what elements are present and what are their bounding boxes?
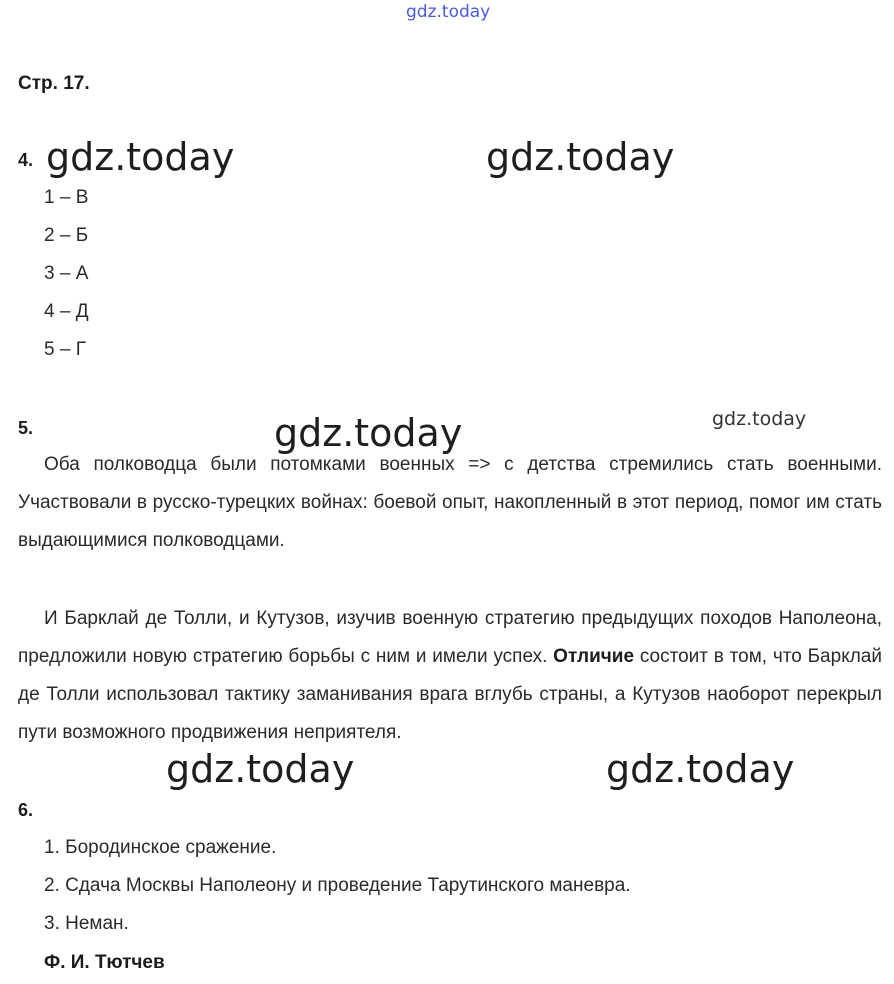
list-item: 3. Неман. xyxy=(44,913,129,934)
list-item: 1. Бородинское сражение. xyxy=(44,837,277,858)
section-6-number: 6. xyxy=(18,800,34,820)
paragraph-text: И Барклай де Толли, и Кутузов, изучив военную стратегию предыдущих походов Наполеона, предложили новую стратегию борьбы с ним и имели успех. xyxy=(18,608,882,667)
watermark-large: gdz.today xyxy=(166,747,355,791)
watermark-large: gdz.today xyxy=(486,135,675,179)
section-5-number: 5. xyxy=(18,418,34,438)
list-item: 2. Сдача Москвы Наполеону и проведение Тарутинского маневра. xyxy=(44,875,631,896)
watermark-large: gdz.today xyxy=(274,411,463,455)
answer-item: 2 – Б xyxy=(44,225,89,246)
watermark-large: gdz.today xyxy=(606,747,795,791)
answer-paragraph-2 xyxy=(18,600,882,752)
watermark-top: gdz.today xyxy=(406,2,491,22)
answer-paragraph-1: Оба полководца были потомками военных => с детства стремились стать военными. Участвовали в русско-турецких войнах: боевой опыт, накопленный в этот период, помог им стать выдающимися полководцами. xyxy=(18,454,882,551)
emphasis-text: Отличие xyxy=(553,646,635,667)
watermark-large: gdz.today xyxy=(46,135,235,179)
author-name: Ф. И. Тютчев xyxy=(44,952,165,973)
watermark-small: gdz.today xyxy=(712,408,807,430)
answer-item: 3 – А xyxy=(44,263,89,284)
answer-item: 5 – Г xyxy=(44,339,86,360)
answer-item: 4 – Д xyxy=(44,301,89,322)
answer-item: 1 – В xyxy=(44,187,89,208)
paragraph-text: состоит в том, что Барклай де Толли использовал тактику заманивания врага вглубь страны, а Кутузов наоборот перекрыл пути возможного продвижения неприятеля. xyxy=(18,646,882,743)
page-title: Стр. 17. xyxy=(18,73,90,94)
section-4-number: 4. xyxy=(18,150,34,170)
